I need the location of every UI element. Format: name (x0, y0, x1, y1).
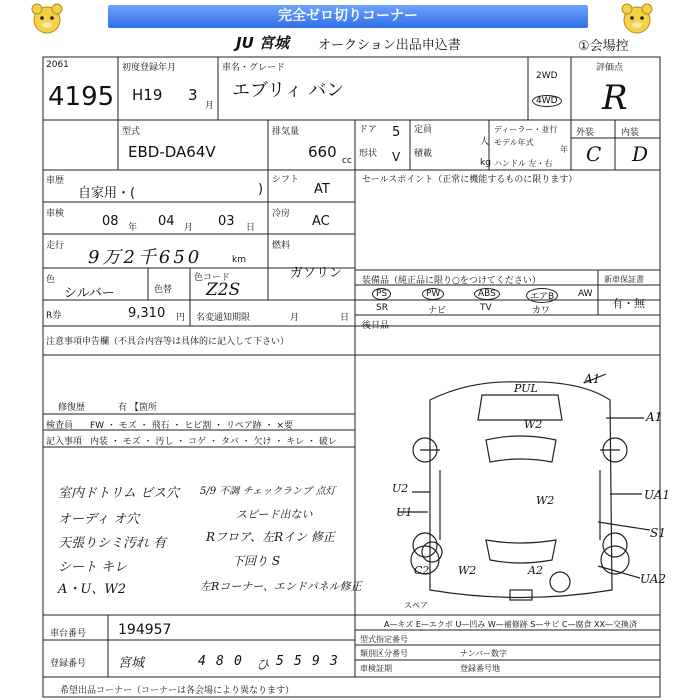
inspection-year-unit: 年 (128, 223, 138, 233)
new-manual-value: 有・無 (612, 297, 645, 310)
reg-month: 3 (188, 86, 198, 104)
capacity-unit: 人 (480, 137, 490, 147)
record-label: 記入事項 (46, 437, 83, 447)
form-cell-5: 登録番号地 (460, 664, 500, 673)
color-code-value: Z2S (206, 280, 241, 300)
history-value: 自家用・( (78, 186, 136, 201)
remark-left-5: A・U、W2 (58, 582, 126, 597)
reg-number-label: 登録番号 (50, 659, 87, 669)
reg-digit-7: 3 (330, 654, 338, 669)
interior-label: 内装 (621, 128, 640, 138)
drive-4wd: 4WD (532, 95, 562, 107)
color-change-label: 色替 (154, 285, 173, 295)
capacity-label: 定員 (414, 125, 433, 135)
equip-airbag: エアB (526, 288, 558, 303)
first-reg-label: 初度登録年月 (122, 63, 177, 73)
mark-pul: PUL (514, 382, 538, 395)
exterior-grade: C (586, 142, 602, 166)
interior-grade: D (632, 142, 649, 166)
mark-u2: U2 (392, 482, 409, 495)
notice-month: 月 (290, 313, 300, 323)
inspection-label: 車検 (46, 209, 65, 219)
legend-exterior: FW ・ モズ ・ 飛石 ・ ヒビ割 ・ リペア跡 ・ ×要 (90, 421, 294, 431)
reg-digit-2: 8 (216, 654, 224, 669)
load-label: 積載 (414, 149, 433, 159)
model-year-label: モデル年式 (494, 138, 534, 147)
repair-text: 有 【箇所 (118, 403, 157, 413)
doors-value: 5 (392, 125, 401, 140)
inspection-day-unit: 日 (246, 223, 256, 233)
remark-right-1: 5/9 不調 チェックランプ 点灯 (200, 486, 336, 497)
form-cell-4: 車検証期 (360, 664, 392, 673)
inspection-day: 03 (218, 214, 235, 229)
remark-right-2: スピード出ない (236, 508, 313, 521)
exterior-label: 外装 (576, 128, 595, 138)
equipment-label: 装備品（純正品に限り○をつけてください） (362, 276, 541, 286)
remark-left-2: オーディ オ穴 (58, 512, 140, 527)
mark-ua1: UA1 (644, 488, 671, 502)
km-unit: km (232, 255, 246, 265)
form-cell-2: 類別区分番号 (360, 649, 408, 658)
equip-aw: AW (578, 289, 593, 299)
later-items-label: 後日品 (362, 321, 390, 331)
inspection-year: 08 (102, 214, 119, 229)
reg-prefecture: 宮城 (118, 656, 145, 671)
type-value: EBD-DA64V (128, 143, 216, 161)
remark-left-4: シート キレ (58, 560, 128, 575)
equip-navi: ナビ (428, 306, 447, 316)
inspection-month: 04 (158, 214, 175, 229)
yen-unit: 円 (176, 313, 186, 323)
mark-a1-top: A1 (584, 372, 601, 386)
color-label: 色 (46, 275, 56, 285)
recycle-label: R券 (46, 311, 62, 321)
inspector-label: 検査員 (46, 421, 74, 431)
shift-label: シフト (272, 175, 300, 185)
wish-corner-label: 希望出品コーナー（コーナーは各会場により異なります） (60, 686, 295, 696)
model-name: エブリィ バン (232, 80, 345, 101)
spare-label: スペア (404, 601, 428, 610)
reg-digit-4: 5 (276, 654, 284, 669)
remark-right-5: 左Rコーナー、エンドパネル修正 (200, 580, 362, 593)
diagram-legend: A—キズ E—エクボ U—凹み W—補修跡 S—サビ C—腐食 XX—交換済 (384, 620, 638, 629)
recycle-value: 9,310 (128, 306, 166, 321)
notice-label: 名変通知期限 (196, 313, 251, 323)
equip-pw: PW (422, 288, 444, 300)
chassis-value: 194957 (118, 622, 172, 638)
rating-value: R (602, 78, 628, 118)
mark-a2: UA2 (640, 572, 667, 586)
reg-digit-5: 5 (294, 654, 302, 669)
mark-w2-rear-left: W2 (458, 564, 477, 577)
brand-logo: JU 宮城 (236, 34, 289, 52)
reg-month-unit: 月 (205, 101, 215, 111)
chassis-label: 車台番号 (50, 629, 87, 639)
color-value: シルバー (64, 286, 115, 301)
new-manual-label: 新車保証書 (604, 275, 644, 284)
ac-label: 冷房 (272, 209, 291, 219)
form-cell-1: 型式指定番号 (360, 635, 408, 644)
remark-right-3: Rフロア、左Rイン 修正 (206, 530, 335, 544)
handle-label: ハンドル 左・右 (494, 159, 553, 168)
shape-value: V (392, 150, 401, 164)
lot-code: 2061 (46, 60, 69, 70)
color-code-label: 色コード (194, 273, 231, 283)
displacement-label: 排気量 (272, 127, 300, 137)
reg-digit-1: 4 (198, 654, 206, 669)
notice-day: 日 (340, 313, 350, 323)
ac-value: AC (312, 214, 330, 229)
fuel-label: 燃料 (272, 241, 291, 251)
cc-unit: cc (342, 156, 352, 166)
drive-2wd: 2WD (536, 71, 558, 81)
remark-right-4: 下回り S (232, 554, 281, 568)
reg-digit-3: 0 (234, 654, 242, 669)
mileage-value: 9万2千650 (88, 247, 203, 268)
reg-year: H19 (132, 86, 163, 104)
legend-interior: 内装 ・ モズ ・ 汚し ・ コゲ ・ タバ ・ 欠け ・ キレ ・ 破レ (90, 437, 337, 447)
model-name-label: 車名・グレード (222, 63, 286, 73)
remark-left-1: 室内ドトリム ビス穴 (58, 486, 180, 501)
copy-label: ①会場控 (578, 39, 629, 54)
equip-ps: PS (372, 288, 391, 300)
equip-abs: ABS (474, 288, 500, 300)
sales-label: セールスポイント（正常に機能するものに限ります） (362, 175, 578, 185)
repair-label: 修復歴 (58, 403, 86, 413)
mileage-label: 走行 (46, 241, 65, 251)
equip-leather: カワ (532, 306, 551, 316)
doors-label: ドア (359, 125, 377, 135)
mark-u1: U1 (396, 506, 413, 519)
mark-a1-right: A1 (646, 410, 663, 424)
dealer-label: ディーラー・並行 (494, 125, 558, 134)
lot-number: 4195 (48, 82, 115, 112)
model-year-unit: 年 (560, 145, 568, 154)
mark-s1: S1 (650, 526, 666, 540)
type-label: 型式 (122, 127, 141, 137)
displacement-value: 660 (308, 143, 337, 161)
history-end: ) (258, 182, 264, 197)
mark-w2-front: W2 (524, 418, 543, 431)
history-label: 車歴 (46, 176, 65, 186)
remark-left-3: 天張りシミ汚れ 有 (58, 536, 167, 551)
reg-kana: ひ (256, 658, 270, 673)
form-title: オークション出品申込書 (318, 38, 461, 53)
mark-w2-mid: W2 (536, 494, 555, 507)
mark-c2: C2 (414, 564, 430, 577)
rating-label: 評価点 (596, 63, 624, 73)
fuel-value: ガソリン (290, 266, 343, 281)
load-unit: kg (480, 158, 491, 168)
equip-tv: TV (480, 303, 492, 313)
shape-label: 形状 (359, 149, 378, 159)
notes-label: 注意事項申告欄（不具合内容等は具体的に記入して下さい） (46, 337, 290, 347)
form-cell-3: ナンバー数字 (460, 649, 508, 658)
inspection-month-unit: 月 (184, 223, 194, 233)
equip-sr: SR (376, 303, 388, 313)
banner-title: 完全ゼロ切りコーナー (108, 5, 588, 28)
mark-w2-rear: A2 (528, 564, 543, 577)
shift-value: AT (314, 182, 330, 197)
reg-digit-6: 9 (312, 654, 320, 669)
